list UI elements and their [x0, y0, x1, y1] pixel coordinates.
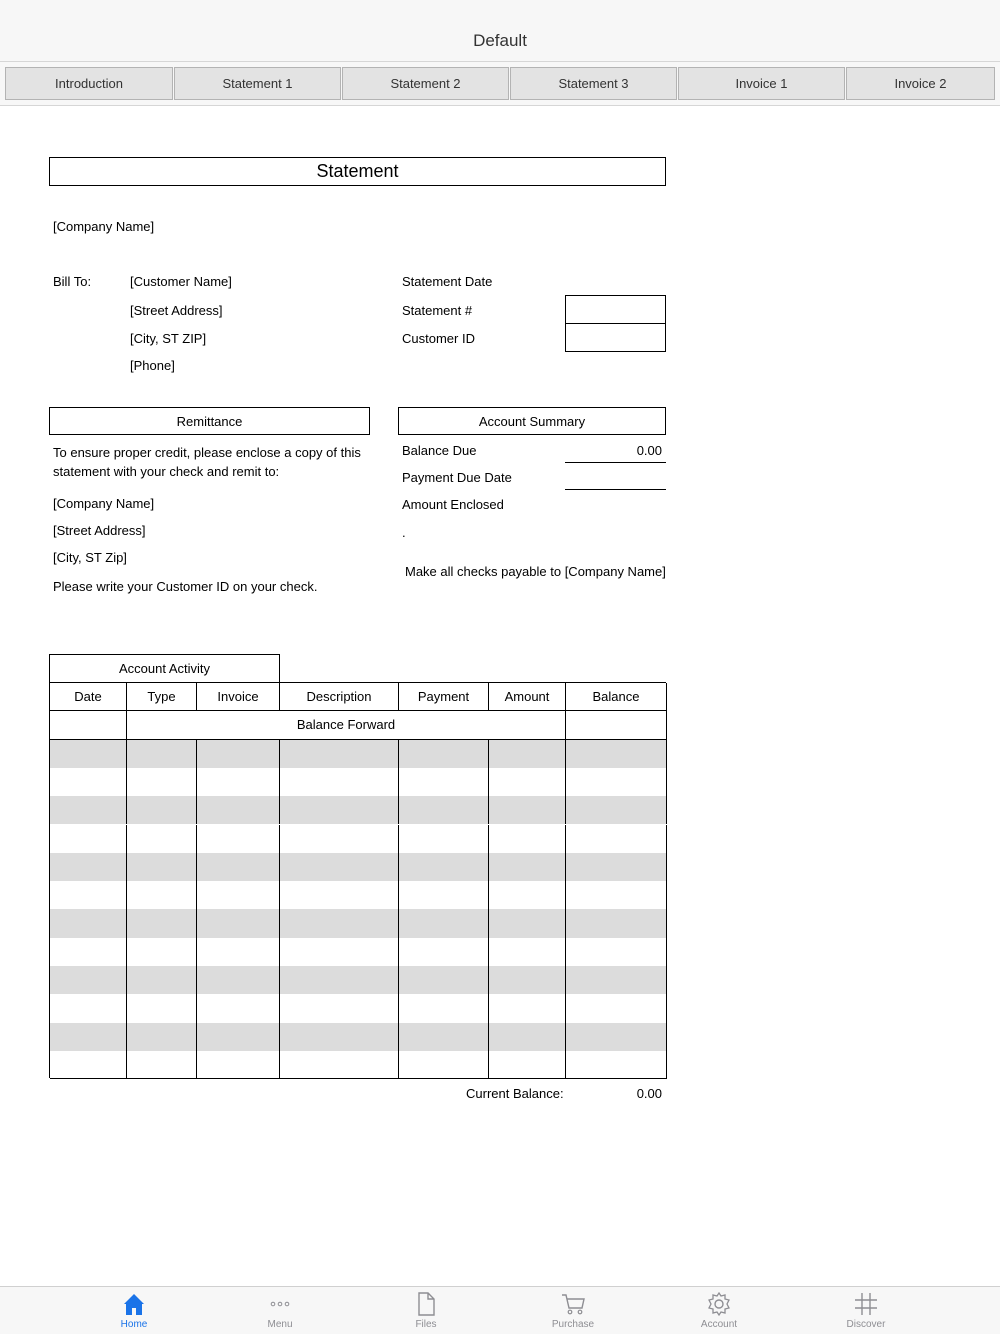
table-cell-date[interactable] [50, 796, 127, 824]
table-cell-type[interactable] [127, 881, 197, 909]
nav-files[interactable] [366, 1287, 486, 1334]
bottom-tab-bar [0, 1286, 1000, 1334]
table-cell-payment[interactable] [399, 966, 489, 994]
table-cell-date[interactable] [50, 881, 127, 909]
column-header-balance[interactable]: Balance [566, 683, 667, 711]
table-cell-balance[interactable] [566, 1051, 667, 1079]
table-cell-amount[interactable] [489, 909, 566, 937]
table-cell-type[interactable] [127, 1051, 197, 1079]
table-cell-amount[interactable] [489, 825, 566, 853]
customer-id-field[interactable] [565, 323, 666, 352]
table-cell-amount[interactable] [489, 796, 566, 824]
table-cell-type[interactable] [127, 909, 197, 937]
table-cell-description[interactable] [280, 825, 399, 853]
customer-phone[interactable]: [Phone] [130, 358, 175, 373]
table-cell-invoice[interactable] [197, 909, 280, 937]
nav-menu-label: Menu [267, 1319, 293, 1330]
table-cell-payment[interactable] [399, 938, 489, 966]
amount-enclosed-label: Amount Enclosed [402, 497, 504, 512]
table-cell-payment[interactable] [399, 909, 489, 937]
cart-icon [560, 1291, 586, 1317]
table-cell-payment[interactable] [399, 1051, 489, 1079]
payable-note[interactable]: Make all checks payable to [Company Name] [405, 564, 666, 579]
payment-due-date-label: Payment Due Date [402, 470, 512, 485]
customer-city-st-zip[interactable]: [City, ST ZIP] [130, 331, 207, 346]
table-cell-type[interactable] [127, 768, 197, 796]
table-cell-balance[interactable] [566, 881, 667, 909]
table-cell-amount[interactable] [489, 768, 566, 796]
column-header-amount[interactable]: Amount [489, 683, 566, 711]
remittance-company-name[interactable]: [Company Name] [53, 496, 155, 511]
table-cell-invoice[interactable] [197, 1023, 280, 1051]
tab-invoice-1[interactable]: Invoice 1 [678, 67, 845, 100]
table-cell-amount[interactable] [489, 740, 566, 768]
company-name[interactable]: [Company Name] [53, 219, 155, 234]
nav-files-label: Files [415, 1319, 437, 1330]
table-cell-date[interactable] [50, 740, 127, 768]
nav-account[interactable] [659, 1287, 779, 1334]
table-cell-invoice[interactable] [197, 994, 280, 1022]
table-cell-payment[interactable] [399, 796, 489, 824]
table-cell-invoice[interactable] [197, 740, 280, 768]
table-cell-invoice[interactable] [197, 1051, 280, 1079]
more-icon [267, 1291, 293, 1317]
table-cell-amount[interactable] [489, 966, 566, 994]
account-activity-heading[interactable]: Account Activity [49, 654, 280, 683]
nav-discover-label: Discover [846, 1319, 886, 1330]
table-cell-date[interactable] [50, 938, 127, 966]
table-cell-description[interactable] [280, 966, 399, 994]
table-cell-date[interactable] [50, 909, 127, 937]
table-cell-description[interactable] [280, 994, 399, 1022]
balance-forward-balance-cell[interactable] [566, 711, 667, 739]
tab-statement-3[interactable]: Statement 3 [510, 67, 677, 100]
nav-purchase[interactable] [513, 1287, 633, 1334]
table-cell-balance[interactable] [566, 796, 667, 824]
column-header-payment[interactable]: Payment [399, 683, 489, 711]
table-cell-date[interactable] [50, 825, 127, 853]
column-header-invoice[interactable]: Invoice [197, 683, 280, 711]
table-cell-amount[interactable] [489, 853, 566, 881]
table-cell-payment[interactable] [399, 768, 489, 796]
table-cell-payment[interactable] [399, 881, 489, 909]
table-cell-balance[interactable] [566, 740, 667, 768]
grid-icon [853, 1291, 879, 1317]
table-cell-balance[interactable] [566, 768, 667, 796]
balance-due-underline [565, 462, 666, 463]
gear-icon [706, 1291, 732, 1317]
account-activity-table [49, 682, 666, 1078]
balance-due-value[interactable]: 0.00 [636, 443, 662, 458]
table-cell-invoice[interactable] [197, 768, 280, 796]
sheet-tabs [0, 62, 1000, 106]
table-cell-balance[interactable] [566, 909, 667, 937]
table-cell-description[interactable] [280, 881, 399, 909]
table-cell-type[interactable] [127, 1023, 197, 1051]
table-cell-payment[interactable] [399, 994, 489, 1022]
table-cell-type[interactable] [127, 994, 197, 1022]
tab-statement-2[interactable]: Statement 2 [342, 67, 509, 100]
payment-due-date-underline[interactable] [565, 489, 666, 490]
summary-dot: . [402, 525, 406, 540]
table-cell-amount[interactable] [489, 881, 566, 909]
tab-invoice-2[interactable]: Invoice 2 [846, 67, 995, 100]
nav-account-label: Account [700, 1319, 738, 1330]
table-cell-balance[interactable] [566, 853, 667, 881]
column-header-type[interactable]: Type [127, 683, 197, 711]
current-balance-label: Current Balance: [466, 1086, 564, 1101]
remittance-instruction-line-1[interactable]: To ensure proper credit, please enclose a copy of this [53, 445, 361, 460]
table-cell-type[interactable] [127, 825, 197, 853]
column-header-description[interactable]: Description [280, 683, 399, 711]
table-cell-description[interactable] [280, 1051, 399, 1079]
customer-street-address[interactable]: [Street Address] [130, 303, 223, 318]
table-cell-type[interactable] [127, 740, 197, 768]
document-title: Default [473, 31, 527, 50]
file-icon [413, 1291, 439, 1317]
account-summary-heading[interactable]: Account Summary [398, 407, 666, 435]
column-header-date[interactable]: Date [50, 683, 127, 711]
table-cell-balance[interactable] [566, 994, 667, 1022]
table-cell-payment[interactable] [399, 740, 489, 768]
table-cell-description[interactable] [280, 796, 399, 824]
nav-menu[interactable] [220, 1287, 340, 1334]
table-cell-invoice[interactable] [197, 825, 280, 853]
table-cell-payment[interactable] [399, 825, 489, 853]
customer-id-label: Customer ID [402, 331, 475, 346]
table-cell-balance[interactable] [566, 966, 667, 994]
table-cell-payment[interactable] [399, 1023, 489, 1051]
table-cell-type[interactable] [127, 966, 197, 994]
table-cell-balance[interactable] [566, 1023, 667, 1051]
table-cell-amount[interactable] [489, 1023, 566, 1051]
table-cell-date[interactable] [50, 853, 127, 881]
table-cell-balance[interactable] [566, 825, 667, 853]
table-cell-invoice[interactable] [197, 796, 280, 824]
nav-home-label: Home [120, 1319, 148, 1330]
nav-purchase-label: Purchase [551, 1319, 595, 1330]
table-cell-invoice[interactable] [197, 881, 280, 909]
table-cell-description[interactable] [280, 909, 399, 937]
home-icon [121, 1291, 147, 1317]
table-cell-balance[interactable] [566, 938, 667, 966]
balance-forward-date-cell[interactable] [50, 711, 127, 739]
tab-introduction[interactable]: Introduction [5, 67, 173, 100]
top-bar [0, 0, 1000, 62]
nav-discover[interactable] [806, 1287, 926, 1334]
nav-home[interactable] [74, 1287, 194, 1334]
table-cell-description[interactable] [280, 938, 399, 966]
table-cell-invoice[interactable] [197, 853, 280, 881]
table-cell-type[interactable] [127, 796, 197, 824]
remittance-street-address[interactable]: [Street Address] [53, 523, 146, 538]
tab-statement-1[interactable]: Statement 1 [174, 67, 341, 100]
remittance-city-st-zip[interactable]: [City, ST Zip] [53, 550, 127, 565]
table-cell-description[interactable] [280, 853, 399, 881]
remittance-note[interactable]: Please write your Customer ID on your check. [53, 579, 318, 594]
table-cell-type[interactable] [127, 938, 197, 966]
table-cell-type[interactable] [127, 853, 197, 881]
table-cell-date[interactable] [50, 1051, 127, 1079]
remittance-instruction-line-2[interactable]: statement with your check and remit to: [53, 464, 280, 479]
table-cell-date[interactable] [50, 966, 127, 994]
statement-date-label: Statement Date [402, 274, 493, 289]
table-cell-description[interactable] [280, 740, 399, 768]
statement-heading[interactable]: Statement [49, 157, 666, 186]
customer-name[interactable]: [Customer Name] [130, 274, 232, 289]
table-cell-invoice[interactable] [197, 938, 280, 966]
remittance-heading[interactable]: Remittance [49, 407, 370, 435]
table-cell-amount[interactable] [489, 938, 566, 966]
table-cell-description[interactable] [280, 768, 399, 796]
current-balance-value[interactable]: 0.00 [636, 1086, 662, 1101]
statement-sheet [0, 106, 1000, 1286]
table-cell-date[interactable] [50, 768, 127, 796]
table-cell-date[interactable] [50, 1023, 127, 1051]
bill-to-label: Bill To: [53, 274, 92, 289]
table-cell-date[interactable] [50, 994, 127, 1022]
table-cell-invoice[interactable] [197, 966, 280, 994]
table-cell-amount[interactable] [489, 994, 566, 1022]
statement-number-field[interactable] [565, 295, 666, 324]
table-cell-payment[interactable] [399, 853, 489, 881]
balance-due-label: Balance Due [402, 443, 477, 458]
statement-number-label: Statement # [402, 303, 473, 318]
table-cell-amount[interactable] [489, 1051, 566, 1079]
table-cell-description[interactable] [280, 1023, 399, 1051]
balance-forward-cell[interactable]: Balance Forward [127, 711, 566, 739]
